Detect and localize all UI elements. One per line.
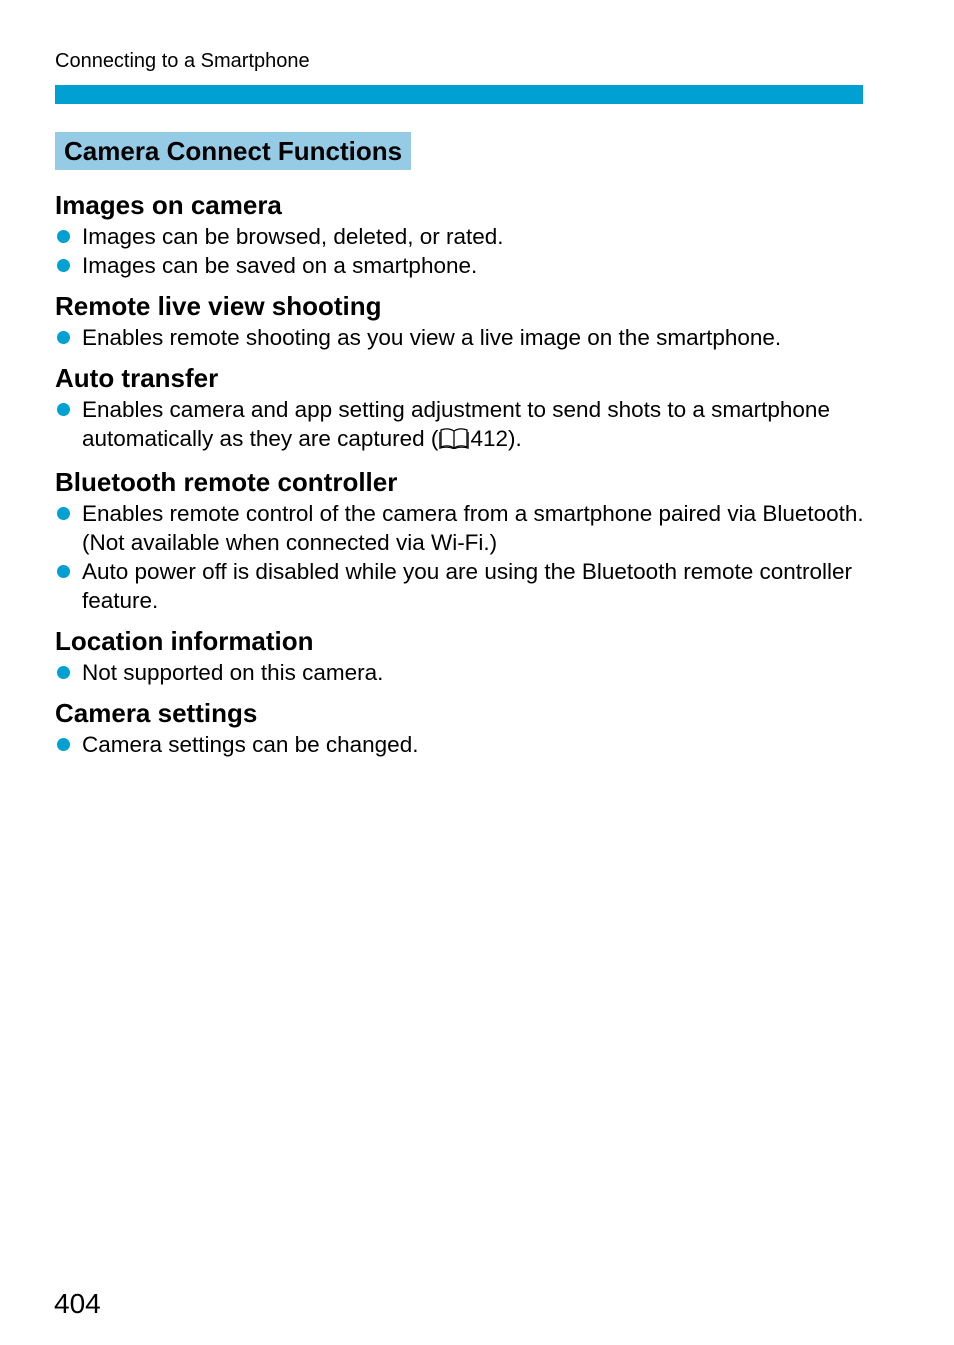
- bullet-list: [55, 499, 875, 615]
- bullet-dot-icon: [57, 666, 70, 679]
- topic-remote-live-view-shooting: [55, 289, 875, 352]
- topic-location-information: [55, 624, 875, 687]
- bullet-dot-icon: [57, 230, 70, 243]
- book-icon: [439, 427, 469, 456]
- bullet-dot-icon: [57, 331, 70, 344]
- bullet-list: [55, 323, 875, 352]
- bullet-list: [55, 730, 875, 759]
- bullet-text: Images can be browsed, deleted, or rated.: [82, 224, 504, 249]
- topic-camera-settings: [55, 696, 875, 759]
- topic-auto-transfer: [55, 361, 875, 456]
- bullet-list: [55, 222, 875, 280]
- page-number: 404: [54, 1288, 101, 1319]
- bullet-dot-icon: [57, 403, 70, 416]
- topic-heading: Remote live view shooting: [55, 291, 382, 321]
- topic-heading: Auto transfer: [55, 363, 219, 393]
- bullet-list: [55, 395, 875, 456]
- bullet-item: [55, 222, 875, 251]
- topic-heading: Images on camera: [55, 190, 282, 220]
- topic-heading: Bluetooth remote controller: [55, 467, 398, 497]
- bullet-item: [55, 323, 875, 352]
- bullet-text: Enables remote control of the camera from a smartphone paired via Bluetooth. (Not available when connected via Wi-Fi.): [82, 501, 864, 555]
- running-head: Connecting to a Smartphone: [55, 50, 310, 72]
- bullet-item: [55, 730, 875, 759]
- bullet-item: [55, 251, 875, 280]
- bullet-text: Camera settings can be changed.: [82, 732, 419, 757]
- bullet-list: [55, 658, 875, 687]
- topics-list: [55, 188, 875, 759]
- bullet-item: [55, 557, 875, 615]
- bullet-text: Enables camera and app setting adjustment to send shots to a smartphone automatically as they are captured (: [82, 397, 830, 451]
- bullet-text: Not supported on this camera.: [82, 660, 384, 685]
- topic-heading: Camera settings: [55, 698, 258, 728]
- section-title: Camera Connect Functions: [55, 132, 411, 170]
- bullet-text-end: ).: [507, 426, 522, 451]
- topic-heading: Location information: [55, 626, 314, 656]
- bullet-text: Enables remote shooting as you view a live image on the smartphone.: [82, 325, 782, 350]
- bullet-text: Images can be saved on a smartphone.: [82, 253, 478, 278]
- bullet-item: [55, 499, 875, 557]
- topic-bluetooth-remote-controller: [55, 465, 875, 615]
- bullet-item: [55, 395, 875, 456]
- bullet-dot-icon: [57, 507, 70, 520]
- bullet-text: Auto power off is disabled while you are using the Bluetooth remote controller feature.: [82, 559, 853, 613]
- bullet-item: [55, 658, 875, 687]
- header-rule-bar: [55, 85, 863, 104]
- bullet-dot-icon: [57, 738, 70, 751]
- topic-images-on-camera: [55, 188, 875, 280]
- page-reference: 412: [470, 426, 508, 451]
- bullet-dot-icon: [57, 259, 70, 272]
- bullet-dot-icon: [57, 565, 70, 578]
